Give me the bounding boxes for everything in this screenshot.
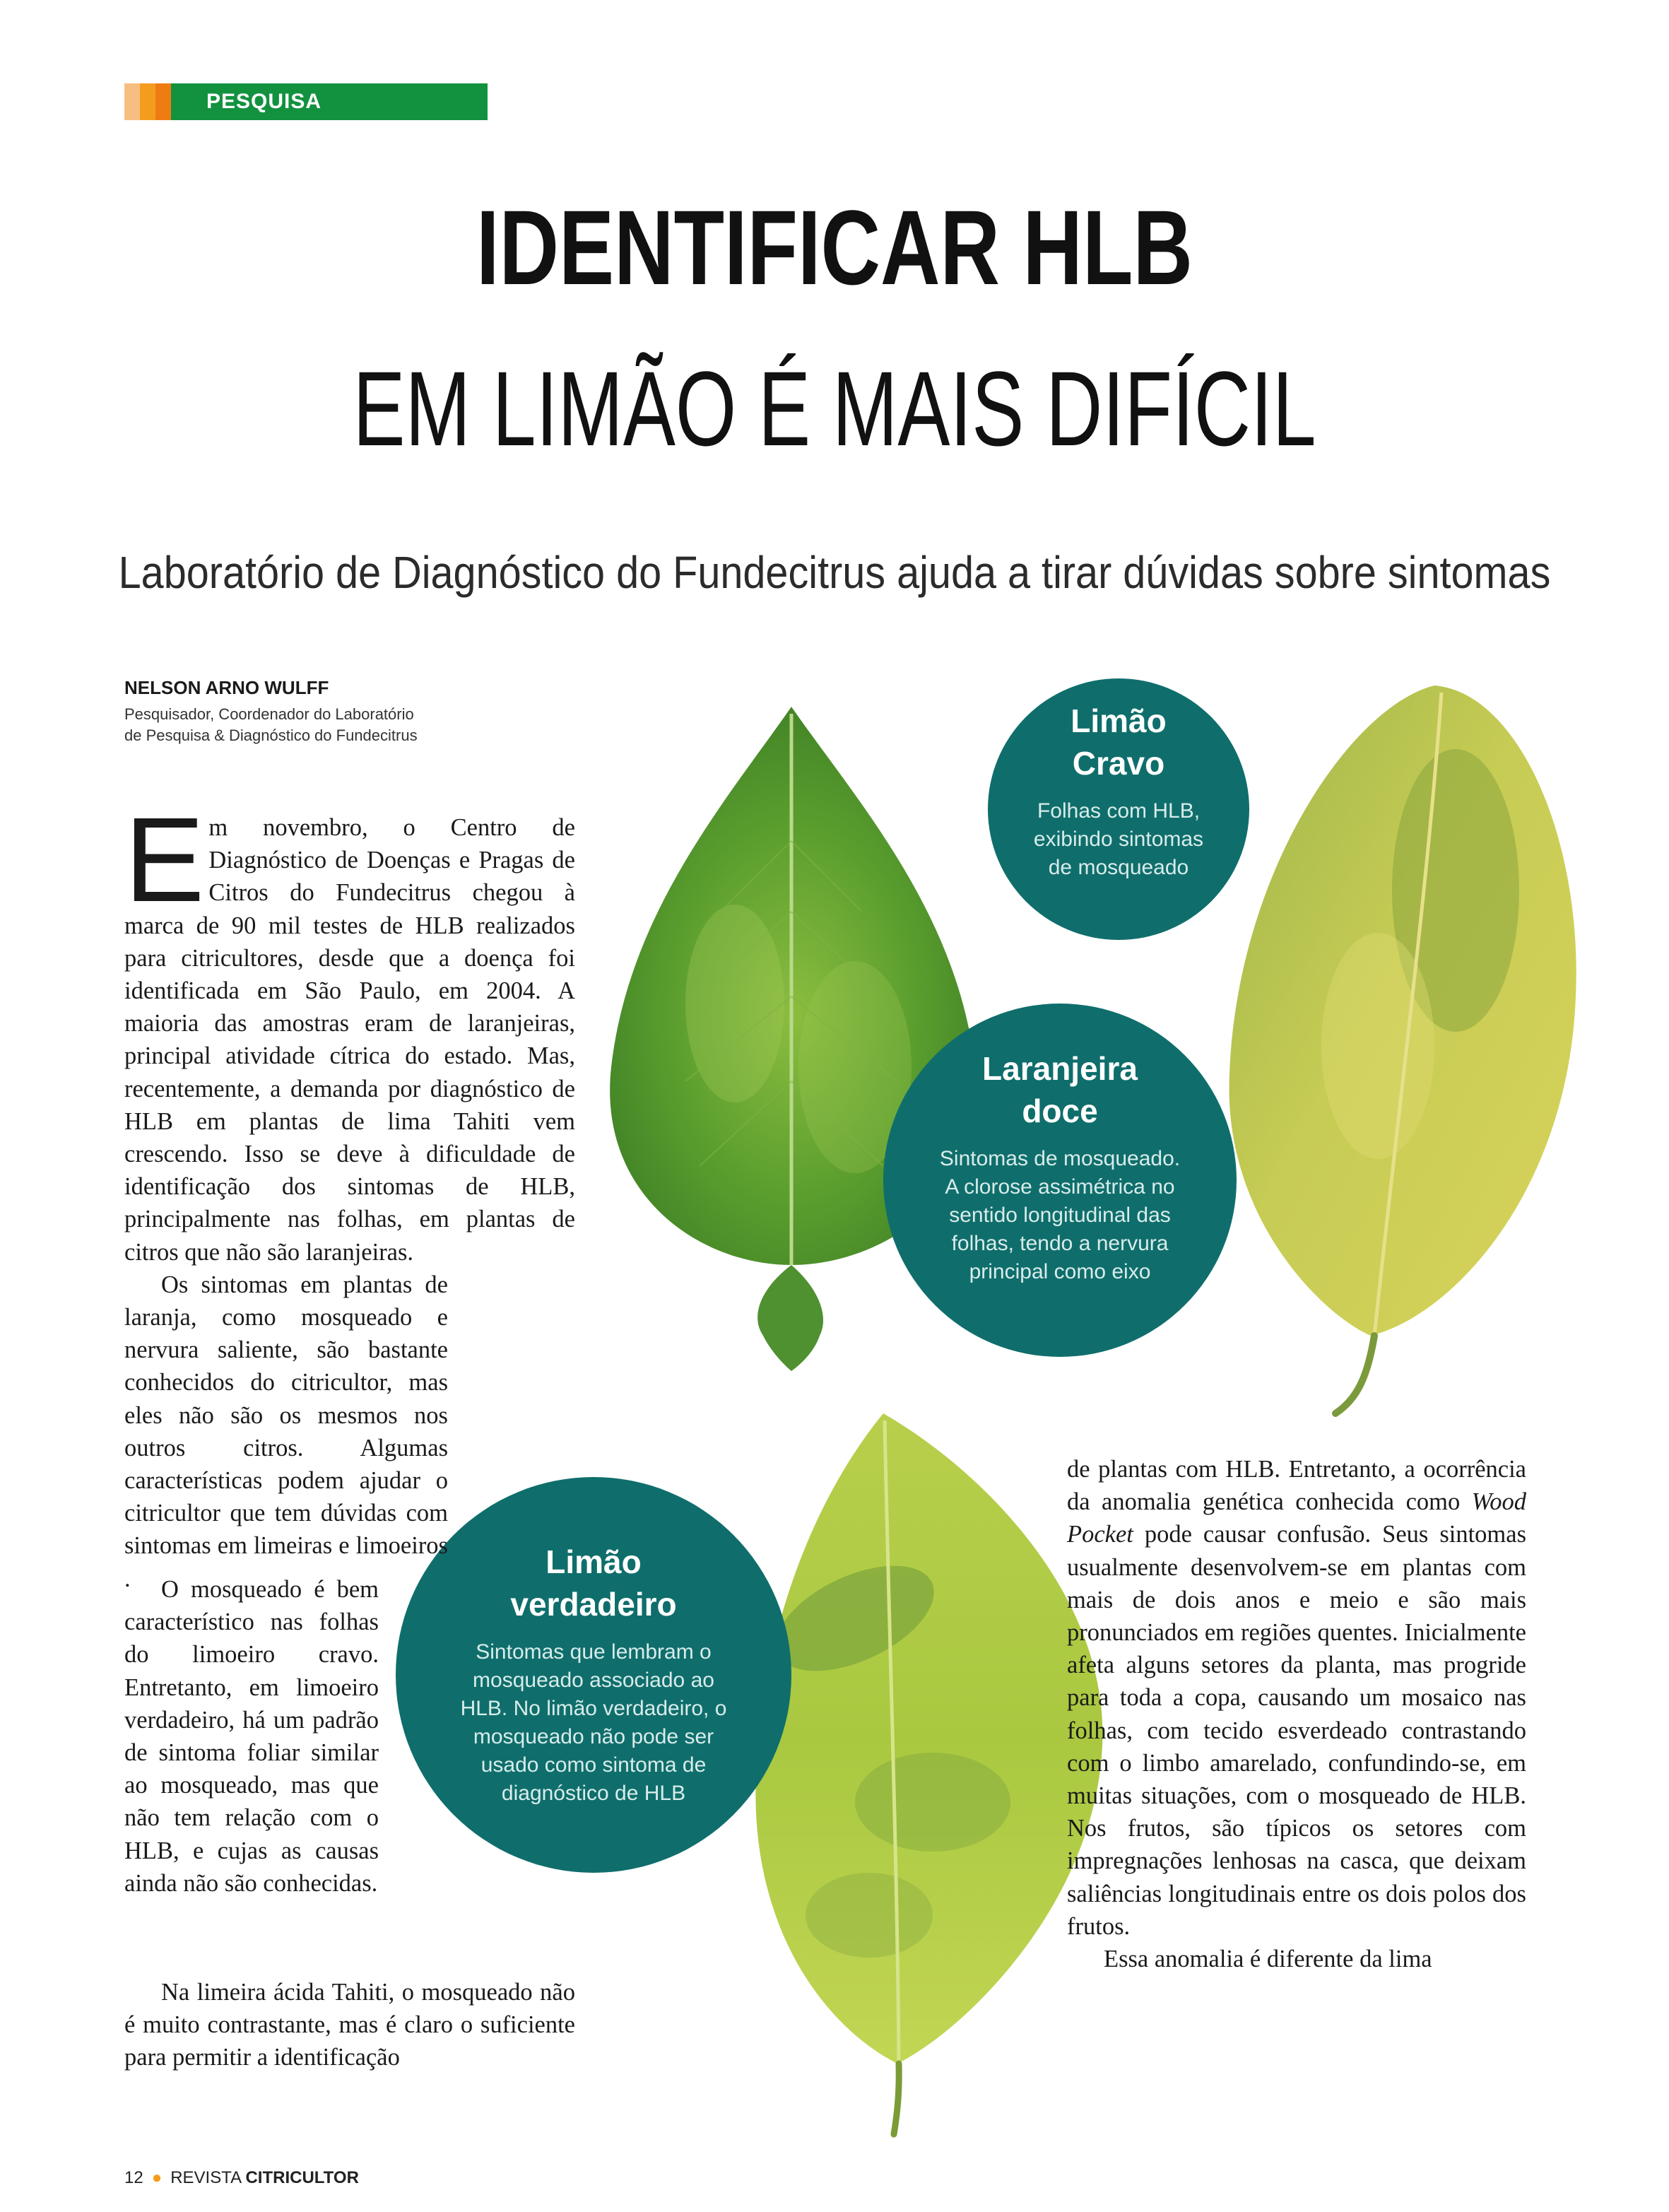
callout-laranjeira-title2: doce bbox=[1022, 1093, 1098, 1129]
callout-cravo-title1: Limão bbox=[1071, 702, 1167, 739]
leaf-laranjeira-doce-image bbox=[1222, 678, 1590, 1428]
footer-dot-icon: ● bbox=[151, 2168, 163, 2187]
body-paragraph-1: m novembro, o Centro de Diagnóstico de Doenças e Pragas de Citros do Fundecitrus chegou à marca de 90 mil testes de HLB realizados para citricultores, desde que a doença foi identificada em São Paulo, em 2004. A maioria das amostras eram de laranjeiras, principal atividade cítrica do estado. Mas, recentemente, a demanda por diagnóstico de HLB em plantas de lima Tahiti vem crescendo. Isso se deve à dificuldade de identificação dos sintomas de HLB, principalmente nas folhas, em plantas de citros que não são laranjeiras. bbox=[124, 814, 575, 1266]
callout-laranjeira-title1: Laranjeira bbox=[982, 1050, 1138, 1087]
col2-p1-start: de plantas com HLB. Entretanto, a ocorrência da anomalia genética conhecida como bbox=[1067, 1456, 1526, 1516]
col2-p1-end: pode causar confusão. Seus sintomas usualmente desenvolvem-se em plantas com mais de dois anos e meio e são mais pronunciados em regiões quentes. Inicialmente afeta alguns setores da planta, mas progride para toda a copa, causando um mosaico nas folhas, com tecido esverdeado contrastando com o limbo amarelado, confundindo-se, em muitas situações, com o mosqueado de HLB. Nos frutos, são típicos os setores com impregnações lenhosas na casca, que deixam saliências longitudinais entre os dois polos dos frutos. bbox=[1067, 1521, 1526, 1940]
author-role bbox=[124, 704, 520, 746]
body-column2-paragraph-1 bbox=[1067, 1453, 1526, 1943]
stripe-3 bbox=[155, 83, 171, 120]
body-column2-paragraph-2: Essa anomalia é diferente da lima bbox=[1104, 1946, 1432, 1973]
page-footer bbox=[124, 2168, 359, 2188]
author-name: NELSON ARNO WULFF bbox=[124, 677, 329, 698]
section-tag-label: PESQUISA bbox=[206, 90, 322, 113]
author-role-line1: Pesquisador, Coordenador do Laboratório bbox=[124, 705, 414, 723]
body-column-1-end bbox=[124, 1976, 575, 2074]
drop-cap: E bbox=[124, 793, 205, 927]
body-paragraph-4: Na limeira ácida Tahiti, o mosqueado não é muito contrastante, mas é claro o suficiente para permitir a identificação bbox=[124, 1979, 575, 2071]
callout-cravo-desc: Folhas com HLB, exibindo sintomas de mosqueado bbox=[1033, 799, 1204, 879]
callout-laranjeira-desc: Sintomas de mosqueado. A clorose assimétrica no sentido longitudinal das folhas, tendo a nervura principal como eixo bbox=[939, 1147, 1181, 1283]
magazine-name: CITRICULTOR bbox=[245, 2168, 359, 2187]
stripe-1 bbox=[124, 83, 140, 120]
magazine-prefix: REVISTA bbox=[170, 2168, 241, 2187]
callout-verdadeiro-desc: Sintomas que lembram o mosqueado associado ao HLB. No limão verdadeiro, o mosqueado não pode ser usado como sintoma de diagnóstico de HLB bbox=[460, 1640, 727, 1805]
author-role-line2: de Pesquisa & Diagnóstico do Fundecitrus bbox=[124, 726, 418, 744]
body-paragraph-3: O mosqueado é bem característico nas folhas do limoeiro cravo. Entretanto, em limoeiro verdadeiro, há um padrão de sintoma foliar similar ao mosqueado, mas que não tem relação com o HLB, e cujas as causas ainda não são conhecidas. bbox=[124, 1576, 379, 1897]
wood-pocket-term: Wood Pocket bbox=[1067, 1488, 1526, 1548]
page-number: 12 bbox=[124, 2168, 143, 2187]
callout-verdadeiro-title1: Limão bbox=[545, 1543, 642, 1580]
stripe-2 bbox=[140, 83, 155, 120]
subtitle: Laboratório de Diagnóstico do Fundecitrus ajuda a tirar dúvidas sobre sintomas bbox=[118, 547, 1551, 598]
callout-limao-cravo bbox=[988, 678, 1249, 940]
stripe-4 bbox=[171, 83, 187, 120]
body-column-2 bbox=[1067, 1453, 1526, 1975]
body-paragraph-2: Os sintomas em plantas de laranja, como mosqueado e nervura saliente, são bastante conhecidos do citricultor, mas eles não são os mesmos nos outros citros. Algumas características podem ajudar o citricultor que tem dúvidas com sintomas em limeiras e limoeiros . bbox=[124, 1271, 448, 1592]
callout-laranjeira-doce bbox=[883, 1004, 1237, 1357]
section-tag-stripes bbox=[124, 83, 187, 120]
body-column-1-wrap bbox=[124, 1453, 435, 1900]
callout-verdadeiro-title2: verdadeiro bbox=[510, 1586, 677, 1623]
headline-line2: EM LIMÃO É MAIS DIFÍCIL bbox=[353, 349, 1316, 468]
headline-line1: IDENTIFICAR HLB bbox=[476, 188, 1193, 307]
callout-cravo-title2: Cravo bbox=[1072, 745, 1165, 782]
